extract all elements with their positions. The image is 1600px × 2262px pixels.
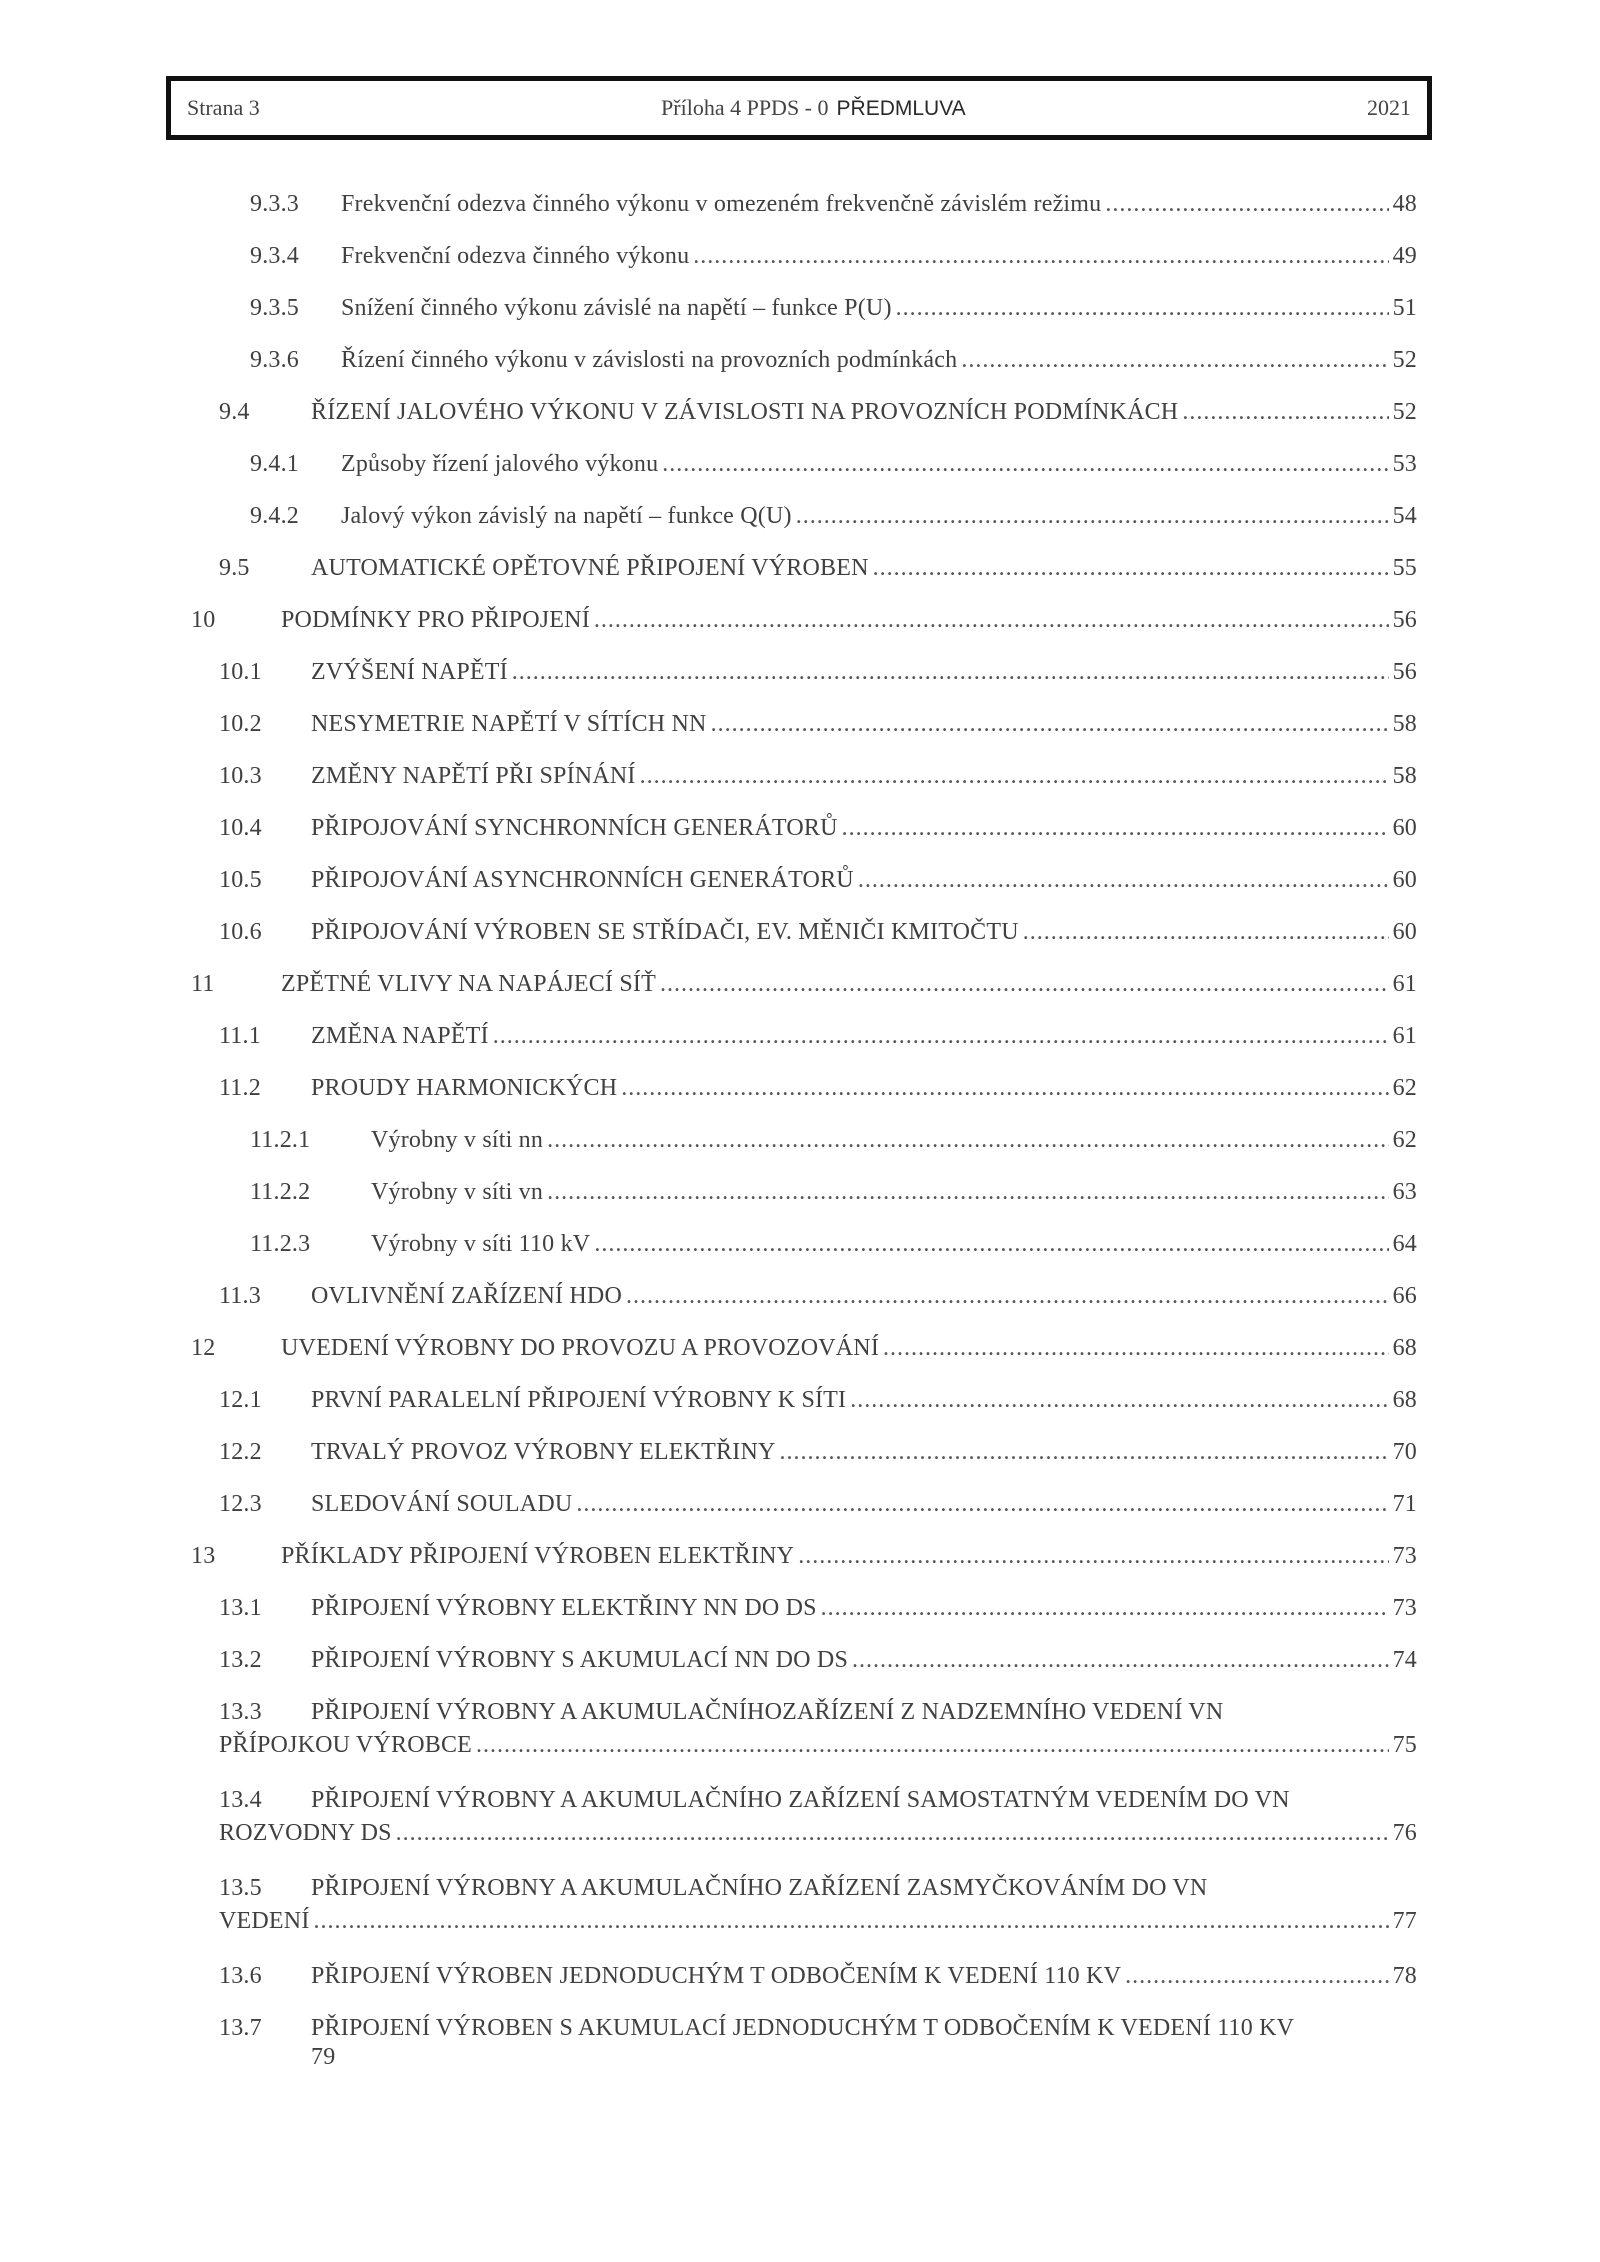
toc-title: PŘÍKLADY PŘIPOJENÍ VÝROBEN ELEKTŘINY: [281, 1543, 795, 1569]
toc-entry-11-2-3[interactable]: [250, 1231, 1417, 1258]
toc-leader: [873, 555, 1389, 582]
toc-page: 48: [1392, 191, 1417, 217]
toc-page: 52: [1392, 347, 1417, 373]
toc-title-continued: VEDENÍ: [219, 1908, 310, 1934]
toc-title: Jalový výkon závislý na napětí – funkce Q(U): [341, 503, 792, 529]
toc-entry-13-3[interactable]: [219, 1699, 1417, 1759]
toc-leader: [693, 243, 1388, 270]
toc-page: 60: [1392, 815, 1417, 841]
toc-page: 52: [1392, 399, 1417, 425]
page-header: [166, 76, 1432, 140]
toc-number: 10.2: [219, 711, 262, 737]
toc-title: SLEDOVÁNÍ SOULADU: [311, 1491, 573, 1517]
toc-page: 62: [1392, 1127, 1417, 1153]
toc-entry-9-5[interactable]: [219, 555, 1417, 582]
toc-entry-13[interactable]: [191, 1543, 1417, 1570]
toc-page: 79: [311, 2044, 336, 2070]
toc-entry-9-3-5[interactable]: [250, 295, 1417, 322]
toc-number: 10.6: [219, 919, 262, 945]
toc-leader: [850, 1387, 1388, 1414]
toc-page: 51: [1392, 295, 1417, 321]
toc-title: OVLIVNĚNÍ ZAŘÍZENÍ HDO: [311, 1283, 622, 1309]
toc-leader: [640, 763, 1389, 790]
toc-number: 9.4.2: [250, 503, 299, 529]
toc-title: ZMĚNY NAPĚTÍ PŘI SPÍNÁNÍ: [311, 763, 636, 789]
header-year: 2021: [1366, 95, 1411, 120]
toc-number: 12.1: [219, 1387, 262, 1413]
toc-title: PŘIPOJENÍ VÝROBNY A AKUMULAČNÍHOZAŘÍZENÍ Z NADZEMNÍHO VEDENÍ VN: [311, 1699, 1224, 1725]
toc-leader: [662, 451, 1388, 478]
toc-title: Výrobny v síti vn: [371, 1179, 544, 1205]
toc-number: 13: [191, 1543, 216, 1569]
toc-leader: [883, 1335, 1389, 1362]
toc-entry-11-3[interactable]: [219, 1283, 1417, 1310]
toc-leader: [547, 1127, 1389, 1154]
toc-number: 13.3: [219, 1699, 262, 1725]
toc-entry-10-2[interactable]: [219, 711, 1417, 738]
toc-page: 61: [1392, 1023, 1417, 1049]
toc-entry-11[interactable]: [191, 971, 1417, 998]
toc-page: 62: [1392, 1075, 1417, 1101]
toc-leader: [821, 1595, 1389, 1622]
toc-number: 9.5: [219, 555, 250, 581]
toc-page: 54: [1392, 503, 1417, 529]
toc-entry-13-7[interactable]: [219, 2015, 1417, 2071]
toc-number: 11.2: [219, 1075, 261, 1101]
toc-leader: [576, 1491, 1388, 1518]
toc-title: PODMÍNKY PRO PŘIPOJENÍ: [281, 607, 590, 633]
toc-number: 9.4.1: [250, 451, 299, 477]
toc-number: 11.1: [219, 1023, 261, 1049]
toc-number: 11.3: [219, 1283, 261, 1309]
toc-number: 12: [191, 1335, 216, 1361]
toc-entry-9-3-4[interactable]: [250, 243, 1417, 270]
toc-leader: [961, 347, 1388, 374]
toc-entry-13-5[interactable]: [219, 1875, 1417, 1935]
toc-entry-12-2[interactable]: [219, 1439, 1417, 1466]
toc-page: 78: [1392, 1963, 1417, 1989]
toc-title: Řízení činného výkonu v závislosti na provozních podmínkách: [341, 347, 958, 373]
header-section-name: PŘEDMLUVA: [836, 97, 966, 120]
toc-title: PŘIPOJOVÁNÍ ASYNCHRONNÍCH GENERÁTORŮ: [311, 867, 854, 893]
toc-page: 60: [1392, 919, 1417, 945]
toc-number: 11.2.3: [250, 1231, 311, 1257]
toc-leader: [512, 659, 1389, 686]
toc-title-continued: ROZVODNY DS: [219, 1820, 392, 1846]
toc-entry-10-6[interactable]: [219, 919, 1417, 946]
toc-title: PŘIPOJENÍ VÝROBNY A AKUMULAČNÍHO ZAŘÍZENÍ SAMOSTATNÝM VEDENÍM DO VN: [311, 1787, 1290, 1813]
toc-title: PŘIPOJENÍ VÝROBNY S AKUMULACÍ NN DO DS: [311, 1647, 848, 1673]
toc-entry-11-2[interactable]: [219, 1075, 1417, 1102]
toc-title: ZMĚNA NAPĚTÍ: [311, 1023, 489, 1049]
toc-entry-9-4[interactable]: [219, 399, 1417, 426]
toc-entry-9-4-2[interactable]: [250, 503, 1417, 530]
toc-leader: [493, 1023, 1389, 1050]
toc-page: 66: [1392, 1283, 1417, 1309]
toc-number: 12.3: [219, 1491, 262, 1517]
toc-page: 74: [1392, 1647, 1417, 1673]
toc-title: PŘIPOJENÍ VÝROBEN JEDNODUCHÝM T ODBOČENÍM K VEDENÍ 110 KV: [311, 1963, 1122, 1989]
toc-entry-12-1[interactable]: [219, 1387, 1417, 1414]
toc-entry-13-4[interactable]: [219, 1787, 1417, 1847]
toc-title: PŘIPOJENÍ VÝROBNY A AKUMULAČNÍHO ZAŘÍZENÍ ZASMYČKOVÁNÍM DO VN: [311, 1875, 1208, 1901]
toc-page: 61: [1392, 971, 1417, 997]
toc-number: 9.4: [219, 399, 250, 425]
header-doc-name: Příloha 4 PPDS - 0: [661, 95, 829, 120]
toc-number: 13.5: [219, 1875, 262, 1901]
toc-page: 49: [1392, 243, 1417, 269]
toc-page: 64: [1392, 1231, 1417, 1257]
toc-title: PŘIPOJENÍ VÝROBEN S AKUMULACÍ JEDNODUCHÝM T ODBOČENÍM K VEDENÍ 110 KV: [311, 2015, 1295, 2041]
toc-number: 12.2: [219, 1439, 262, 1465]
toc-entry-10-5[interactable]: [219, 867, 1417, 894]
toc-leader: [896, 295, 1389, 322]
toc-leader: [594, 1231, 1388, 1258]
toc-leader: [796, 503, 1389, 530]
toc-title: Frekvenční odezva činného výkonu: [341, 243, 690, 269]
toc-leader: [842, 815, 1389, 842]
toc-number: 9.3.4: [250, 243, 299, 269]
toc-number: 11.2.2: [250, 1179, 311, 1205]
header-document-title: [661, 95, 966, 121]
toc-title: Způsoby řízení jalového výkonu: [341, 451, 659, 477]
toc-number: 10.5: [219, 867, 262, 893]
toc-page: 76: [1392, 1820, 1417, 1846]
toc-title: TRVALÝ PROVOZ VÝROBNY ELEKTŘINY: [311, 1439, 776, 1465]
toc-entry-13-2[interactable]: [219, 1647, 1417, 1674]
toc-leader: [1182, 399, 1388, 426]
toc-page: 68: [1392, 1387, 1417, 1413]
toc-entry-12[interactable]: [191, 1335, 1417, 1362]
toc-number: 11: [191, 971, 215, 997]
toc-number: 13.1: [219, 1595, 262, 1621]
toc-entry-11-1[interactable]: [219, 1023, 1417, 1050]
toc-number: 9.3.5: [250, 295, 299, 321]
toc-title: Snížení činného výkonu závislé na napětí – funkce P(U): [341, 295, 892, 321]
toc-number: 10.4: [219, 815, 262, 841]
toc-entry-12-3[interactable]: [219, 1491, 1417, 1518]
toc-entry-9-4-1[interactable]: [250, 451, 1417, 478]
toc-page: 60: [1392, 867, 1417, 893]
toc-title: PROUDY HARMONICKÝCH: [311, 1075, 618, 1101]
toc-page: 56: [1392, 607, 1417, 633]
toc-title: ZPĚTNÉ VLIVY NA NAPÁJECÍ SÍŤ: [281, 971, 656, 997]
toc-title: PRVNÍ PARALELNÍ PŘIPOJENÍ VÝROBNY K SÍTI: [311, 1387, 847, 1413]
toc-title: Výrobny v síti 110 kV: [371, 1231, 591, 1257]
toc-leader: [798, 1543, 1388, 1570]
toc-title: PŘIPOJENÍ VÝROBNY ELEKTŘINY NN DO DS: [311, 1595, 817, 1621]
toc-leader: [626, 1283, 1389, 1310]
toc-title: NESYMETRIE NAPĚTÍ V SÍTÍCH NN: [311, 711, 707, 737]
toc-leader: [660, 971, 1389, 998]
toc-page: 70: [1392, 1439, 1417, 1465]
toc-page: 63: [1392, 1179, 1417, 1205]
toc-title: ŘÍZENÍ JALOVÉHO VÝKONU V ZÁVISLOSTI NA PROVOZNÍCH PODMÍNKÁCH: [311, 399, 1179, 425]
toc-leader: [621, 1075, 1388, 1102]
toc-number: 13.2: [219, 1647, 262, 1673]
toc-title: PŘIPOJOVÁNÍ VÝROBEN SE STŘÍDAČI, EV. MĚNIČI KMITOČTU: [311, 919, 1019, 945]
toc-page: 58: [1392, 763, 1417, 789]
toc-entry-11-2-1[interactable]: [250, 1127, 1417, 1154]
toc-leader: [1023, 919, 1389, 946]
toc-entry-13-1[interactable]: [219, 1595, 1417, 1622]
toc-title-continued: PŘÍPOJKOU VÝROBCE: [219, 1732, 473, 1758]
toc-entry-11-2-2[interactable]: [250, 1179, 1417, 1206]
toc-page: 73: [1392, 1595, 1417, 1621]
toc-entry-10-4[interactable]: [219, 815, 1417, 842]
toc-page: 77: [1392, 1908, 1417, 1934]
toc-page: 71: [1392, 1491, 1417, 1517]
toc-leader: [711, 711, 1389, 738]
toc-number: 13.4: [219, 1787, 262, 1813]
toc-leader: [476, 1732, 1389, 1759]
toc-number: 10.1: [219, 659, 262, 685]
toc-page: 53: [1392, 451, 1417, 477]
toc-entry-10-3[interactable]: [219, 763, 1417, 790]
toc-leader: [780, 1439, 1389, 1466]
toc-page: 55: [1392, 555, 1417, 581]
toc-leader: [852, 1647, 1389, 1674]
toc-number: 9.3.3: [250, 191, 299, 217]
toc-number: 13.6: [219, 1963, 262, 1989]
toc-title: PŘIPOJOVÁNÍ SYNCHRONNÍCH GENERÁTORŮ: [311, 815, 838, 841]
toc-leader: [594, 607, 1389, 634]
toc-title: UVEDENÍ VÝROBNY DO PROVOZU A PROVOZOVÁNÍ: [281, 1335, 880, 1361]
toc-title: AUTOMATICKÉ OPĚTOVNÉ PŘIPOJENÍ VÝROBEN: [311, 555, 869, 581]
toc-entry-10-1[interactable]: [219, 659, 1417, 686]
toc-number: 10.3: [219, 763, 262, 789]
header-page-number: Strana 3: [187, 95, 260, 120]
toc-title: Frekvenční odezva činného výkonu v omezeném frekvenčně závislém režimu: [341, 191, 1102, 217]
toc-title: Výrobny v síti nn: [371, 1127, 544, 1153]
toc-page: 68: [1392, 1335, 1417, 1361]
toc-number: 13.7: [219, 2015, 262, 2041]
toc-entry-9-3-6[interactable]: [250, 347, 1417, 374]
toc-page: 58: [1392, 711, 1417, 737]
toc-leader: [396, 1820, 1389, 1847]
toc-entry-9-3-3[interactable]: [250, 191, 1417, 218]
toc-leader: [314, 1908, 1389, 1935]
toc-title: ZVÝŠENÍ NAPĚTÍ: [311, 659, 508, 685]
toc-leader: [1105, 191, 1388, 218]
toc-page: 56: [1392, 659, 1417, 685]
toc-number: 11.2.1: [250, 1127, 311, 1153]
toc-entry-13-6[interactable]: [219, 1963, 1417, 1990]
toc-number: 10: [191, 607, 216, 633]
toc-leader: [1125, 1963, 1388, 1990]
toc-leader: [858, 867, 1389, 894]
toc-number: 9.3.6: [250, 347, 299, 373]
toc-entry-10[interactable]: [191, 607, 1417, 634]
toc-leader: [547, 1179, 1389, 1206]
toc-page: 73: [1392, 1543, 1417, 1569]
toc-page: 75: [1392, 1732, 1417, 1758]
